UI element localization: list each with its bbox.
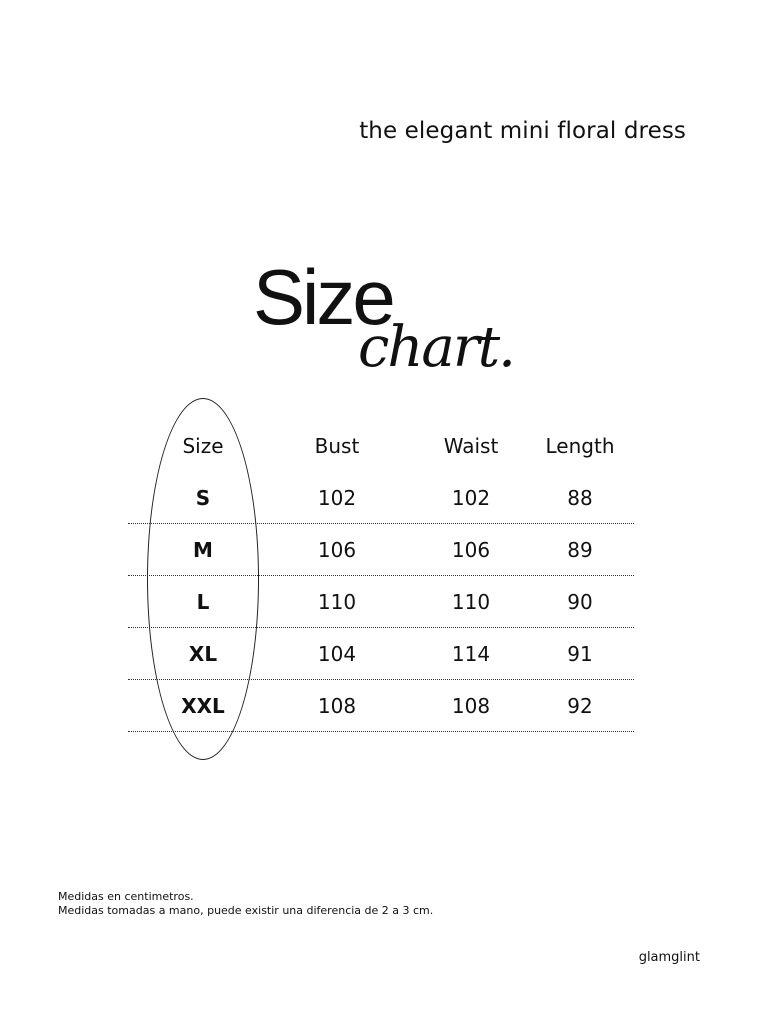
length-cell: 92 <box>567 693 593 718</box>
table-row <box>128 472 634 524</box>
brand-name: glamglint <box>638 950 700 965</box>
header-bust: Bust <box>314 434 360 458</box>
table-header-row <box>128 420 634 472</box>
size-cell: XXL <box>181 693 225 718</box>
waist-cell: 102 <box>451 485 491 510</box>
size-cell: XL <box>188 641 218 666</box>
bust-cell: 102 <box>317 485 357 510</box>
length-cell: 90 <box>567 589 593 614</box>
length-cell: 91 <box>567 641 593 666</box>
table-row <box>128 628 634 680</box>
waist-cell: 114 <box>451 641 491 666</box>
table-row <box>128 576 634 628</box>
length-cell: 88 <box>567 485 593 510</box>
bust-cell: 104 <box>317 641 357 666</box>
table-row <box>128 680 634 732</box>
header-waist: Waist <box>443 434 499 458</box>
note-line-2: Medidas tomadas a mano, puede existir una diferencia de 2 a 3 cm. <box>58 904 434 917</box>
length-cell: 89 <box>567 537 593 562</box>
header-size: Size <box>182 434 224 458</box>
header-length: Length <box>545 434 615 458</box>
waist-cell: 110 <box>451 589 491 614</box>
heading-size: Size <box>253 253 393 341</box>
table-row <box>128 524 634 576</box>
size-cell: S <box>195 485 211 510</box>
size-table <box>128 420 634 732</box>
heading-chart: chart. <box>358 315 514 380</box>
bust-cell: 108 <box>317 693 357 718</box>
size-cell: L <box>196 589 210 614</box>
note-line-1: Medidas en centimetros. <box>58 890 194 903</box>
bust-cell: 106 <box>317 537 357 562</box>
measurement-notes <box>58 890 433 918</box>
waist-cell: 108 <box>451 693 491 718</box>
bust-cell: 110 <box>317 589 357 614</box>
product-title: the elegant mini floral dress <box>359 118 686 144</box>
size-cell: M <box>193 537 213 562</box>
waist-cell: 106 <box>451 537 491 562</box>
